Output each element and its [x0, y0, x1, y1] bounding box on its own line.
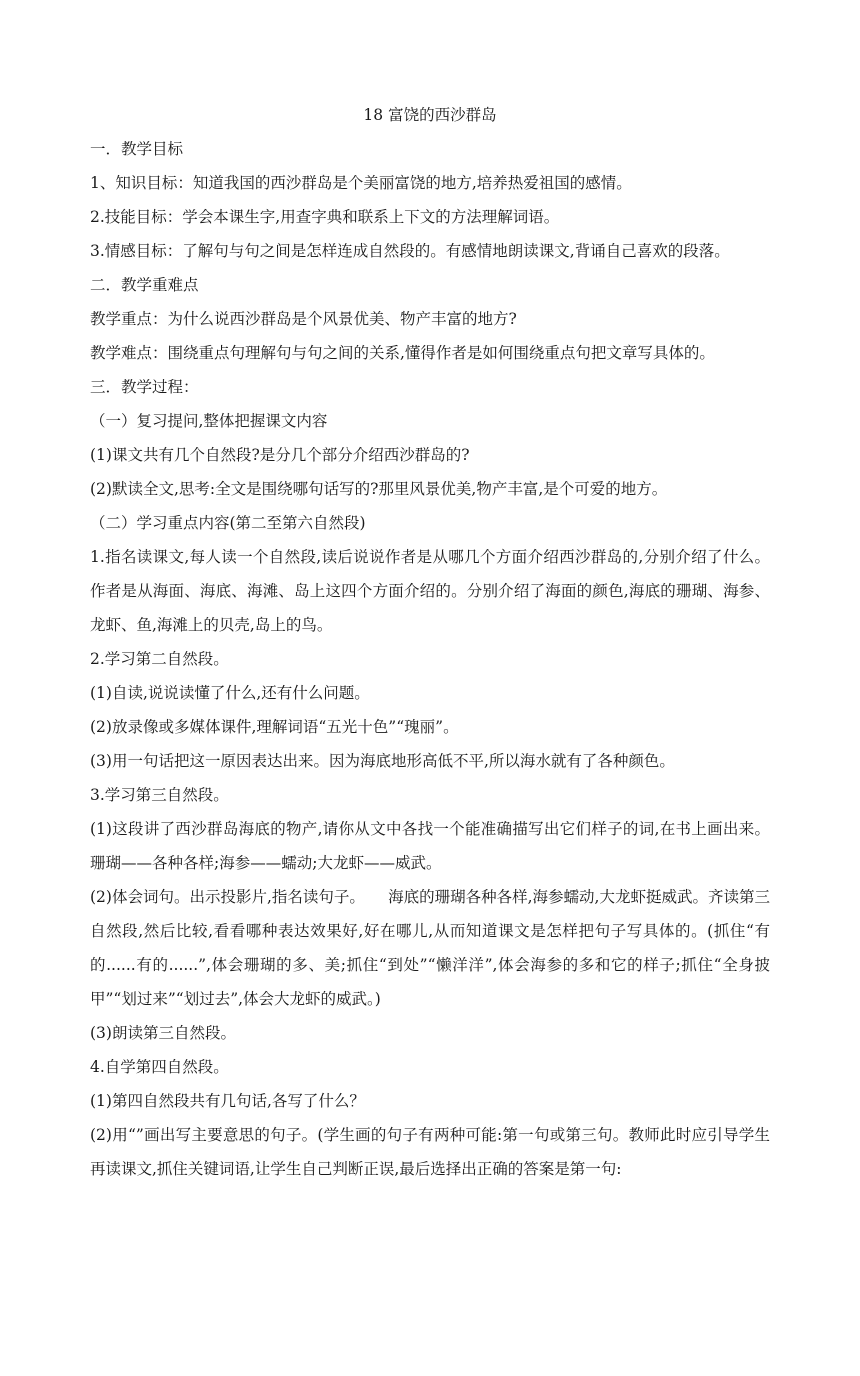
step-3-item-3: (3)朗读第三自然段。	[90, 1024, 236, 1042]
section-heading-key-points: 二．教学重难点	[90, 276, 199, 294]
step-4-heading: 4.自学第四自然段。	[90, 1058, 229, 1076]
difficult-point: 教学难点：围绕重点句理解句与句之间的关系,懂得作者是如何围绕重点句把文章写具体的。	[90, 344, 715, 362]
step-2-item-1: (1)自读,说说读懂了什么,还有什么问题。	[90, 684, 370, 702]
step-4-item-1: (1)第四自然段共有几句话,各写了什么？	[90, 1092, 365, 1110]
step-3-heading: 3.学习第三自然段。	[90, 786, 229, 804]
step-2-item-3: (3)用一句话把这一原因表达出来。因为海底地形高低不平,所以海水就有了各种颜色。	[90, 752, 675, 770]
section-heading-process: 三．教学过程：	[90, 378, 199, 396]
objective-emotion: 3.情感目标：了解句与句之间是怎样连成自然段的。有感情地朗读课文,背诵自己喜欢的段落。	[90, 242, 730, 260]
review-question-1: (1)课文共有几个自然段?是分几个部分介绍西沙群岛的?	[90, 446, 470, 464]
section-heading-objectives: 一．教学目标	[90, 140, 184, 158]
subsection-key-content: （二）学习重点内容(第二至第六自然段)	[90, 514, 366, 532]
review-question-2: (2)默读全文,思考:全文是围绕哪句话写的?那里风景优美,物产丰富,是个可爱的地方。	[90, 480, 668, 498]
document-title: 18 富饶的西沙群岛	[363, 106, 497, 124]
objective-knowledge: 1、知识目标：知道我国的西沙群岛是个美丽富饶的地方,培养热爱祖国的感情。	[90, 174, 632, 192]
key-point: 教学重点：为什么说西沙群岛是个风景优美、物产丰富的地方?	[90, 310, 517, 328]
step-2-item-2: (2)放录像或多媒体课件,理解词语“五光十色”“瑰丽”。	[90, 718, 459, 736]
step-3-item-1: (1)这段讲了西沙群岛海底的物产,请你从文中各找一个能准确描写出它们样子的词,在书上画出来。珊瑚——各种各样;海参——蠕动;大龙虾——威武。	[90, 820, 770, 872]
step-4-item-2: (2)用“”画出写主要意思的句子。(学生画的句子有两种可能:第一句或第三句。教师此时应引导学生再读课文,抓住关键词语,让学生自己判断正误,最后选择出正确的答案是第一句:	[90, 1126, 770, 1178]
step-2-heading: 2.学习第二自然段。	[90, 650, 229, 668]
document-page	[90, 98, 770, 1186]
step-1-paragraph: 1.指名读课文,每人读一个自然段,读后说说作者是从哪几个方面介绍西沙群岛的,分别介绍了什么。作者是从海面、海底、海滩、岛上这四个方面介绍的。分别介绍了海面的颜色,海底的珊瑚、海参、龙虾、鱼,海滩上的贝壳,岛上的鸟。	[90, 548, 770, 634]
objective-skill: 2.技能目标：学会本课生字,用查字典和联系上下文的方法理解词语。	[90, 208, 560, 226]
subsection-review: （一）复习提问,整体把握课文内容	[90, 412, 328, 430]
step-3-item-2: (2)体会词句。出示投影片,指名读句子。 海底的珊瑚各种各样,海参蠕动,大龙虾挺威武。齐读第三自然段,然后比较,看看哪种表达效果好,好在哪儿,从而知道课文是怎样把句子写具体的。(抓住“有的......有的......”,体会珊瑚的多、美;抓住“到处”“懒洋洋”,体会海参的多和它的样子;抓住“全身披甲”“划过来”“划过去”,体会大龙虾的威武。)	[90, 888, 770, 1008]
